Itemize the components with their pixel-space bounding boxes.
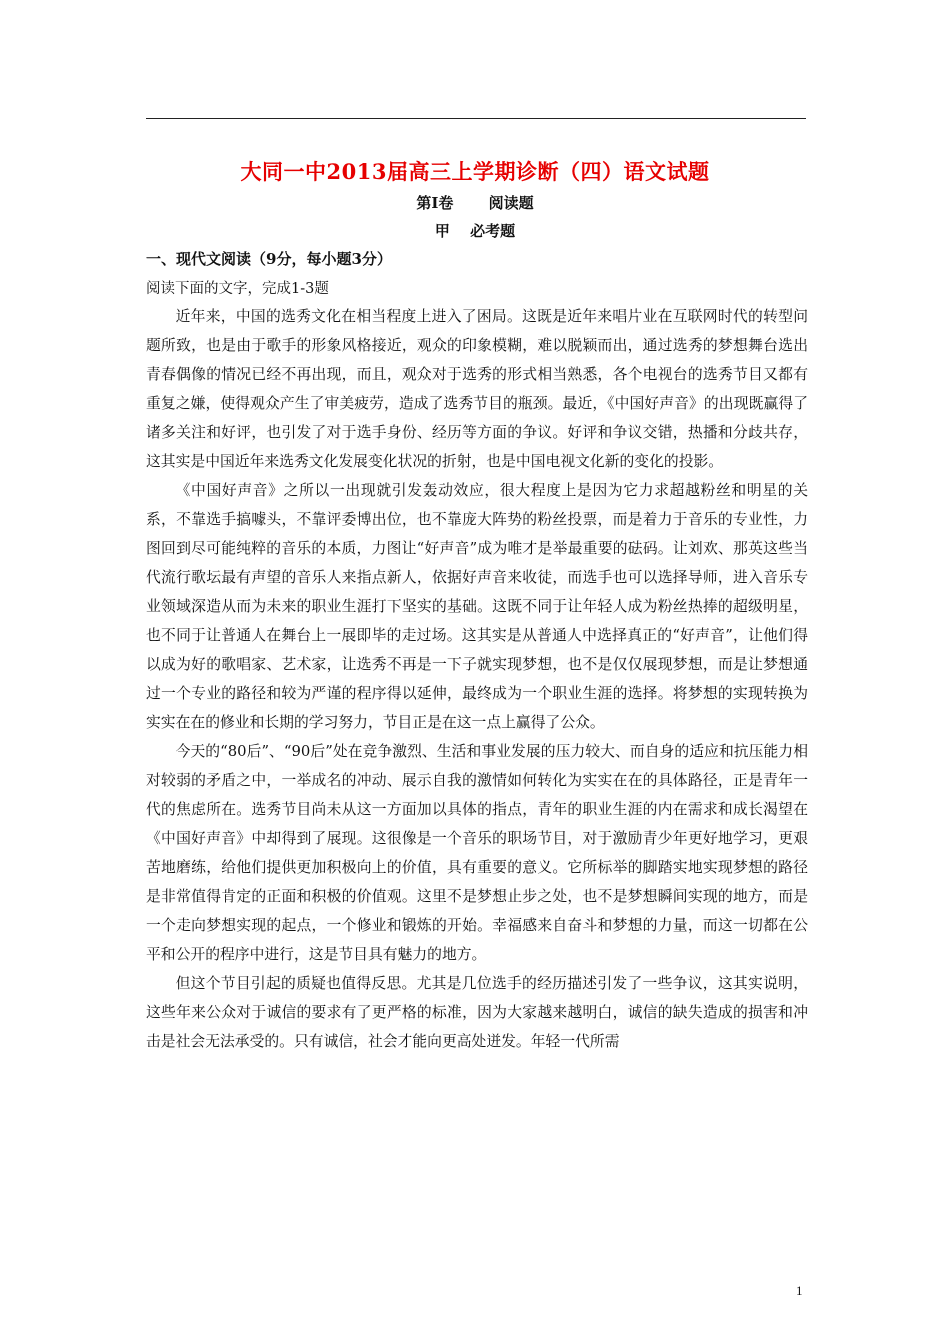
reading-passage xyxy=(146,302,808,1056)
passage-paragraph-3: 今天的“80后”、“90后”处在竞争激烈、生活和事业发展的压力较大、而自身的适应和抗压能力相对较弱的矛盾之中，一举成名的冲动、展示自我的激情如何转化为实实在在的具体路径，正是青年一代的焦虑所在。选秀节目尚未从这一方面加以具体的指点，青年的职业生涯的内在需求和成长渴望在《中国好声音》中却得到了展现。这很像是一个音乐的职场节目，对于激励青少年更好地学习，更艰苦地磨练，给他们提供更加积极向上的价值，具有重要的意义。它所标举的脚踏实地实现梦想的路径是非常值得肯定的正面和积极的价值观。这里不是梦想止步之处，也不是梦想瞬间实现的地方，而是一个走向梦想实现的起点，一个修业和锻炼的开始。幸福感来自奋斗和梦想的力量，而这一切都在公平和公开的程序中进行，这是节目具有魅力的地方。 xyxy=(146,743,808,963)
passage-paragraph-4: 但这个节目引起的质疑也值得反思。尤其是几位选手的经历描述引发了一些争议，这其实说明，这些年来公众对于诚信的要求有了更严格的标准，因为大家越来越明白，诚信的缺失造成的损害和冲击是社会无法承受的。只有诚信，社会才能向更高处迸发。年轻一代所需 xyxy=(146,975,808,1050)
reading-instruction: 阅读下面的文字，完成1-3题 xyxy=(146,281,329,297)
part-heading: 甲 必考题 xyxy=(434,222,516,240)
volume-heading: 第Ⅰ卷 阅读题 xyxy=(416,194,534,212)
page-number: 1 xyxy=(796,1283,803,1298)
document-title: 大同一中2013届高三上学期诊断（四）语文试题 xyxy=(240,159,710,184)
passage-paragraph-1: 近年来，中国的选秀文化在相当程度上进入了困局。这既是近年来唱片业在互联网时代的转型问题所致，也是由于歌手的形象风格接近，观众的印象模糊，难以脱颖而出，通过选秀的梦想舞台选出青春偶像的情况已经不再出现，而且，观众对于选秀的形式相当熟悉，各个电视台的选秀节目又都有重复之嫌，使得观众产生了审美疲劳，造成了选秀节目的瓶颈。最近，《中国好声音》的出现既赢得了诸多关注和好评，也引发了对于选手身份、经历等方面的争议。好评和争议交错，热播和分歧共存，这其实是中国近年来选秀文化发展变化状况的折射，也是中国电视文化新的变化的投影。 xyxy=(146,308,808,470)
section-heading: 一、现代文阅读（9分，每小题3分） xyxy=(146,250,392,268)
passage-paragraph-2: 《中国好声音》之所以一出现就引发轰动效应，很大程度上是因为它力求超越粉丝和明星的关系，不靠选手搞噱头，不靠评委博出位，也不靠庞大阵势的粉丝投票，而是着力于音乐的专业性，力图回到尽可能纯粹的音乐的本质，力图让“好声音”成为唯才是举最重要的砝码。让刘欢、那英这些当代流行歌坛最有声望的音乐人来指点新人，依据好声音来收徒，而选手也可以选择导师，进入音乐专业领域深造从而为未来的职业生涯打下坚实的基础。这既不同于让年轻人成为粉丝热捧的超级明星，也不同于让普通人在舞台上一展即毕的走过场。这其实是从普通人中选择真正的“好声音”，让他们得以成为好的歌唱家、艺术家，让选秀不再是一下子就实现梦想，也不是仅仅展现梦想，而是让梦想通过一个专业的路径和较为严谨的程序得以延伸，最终成为一个职业生涯的选择。将梦想的实现转换为实实在在的修业和长期的学习努力，节目正是在这一点上赢得了公众。 xyxy=(146,482,808,731)
header-rule xyxy=(146,118,806,119)
